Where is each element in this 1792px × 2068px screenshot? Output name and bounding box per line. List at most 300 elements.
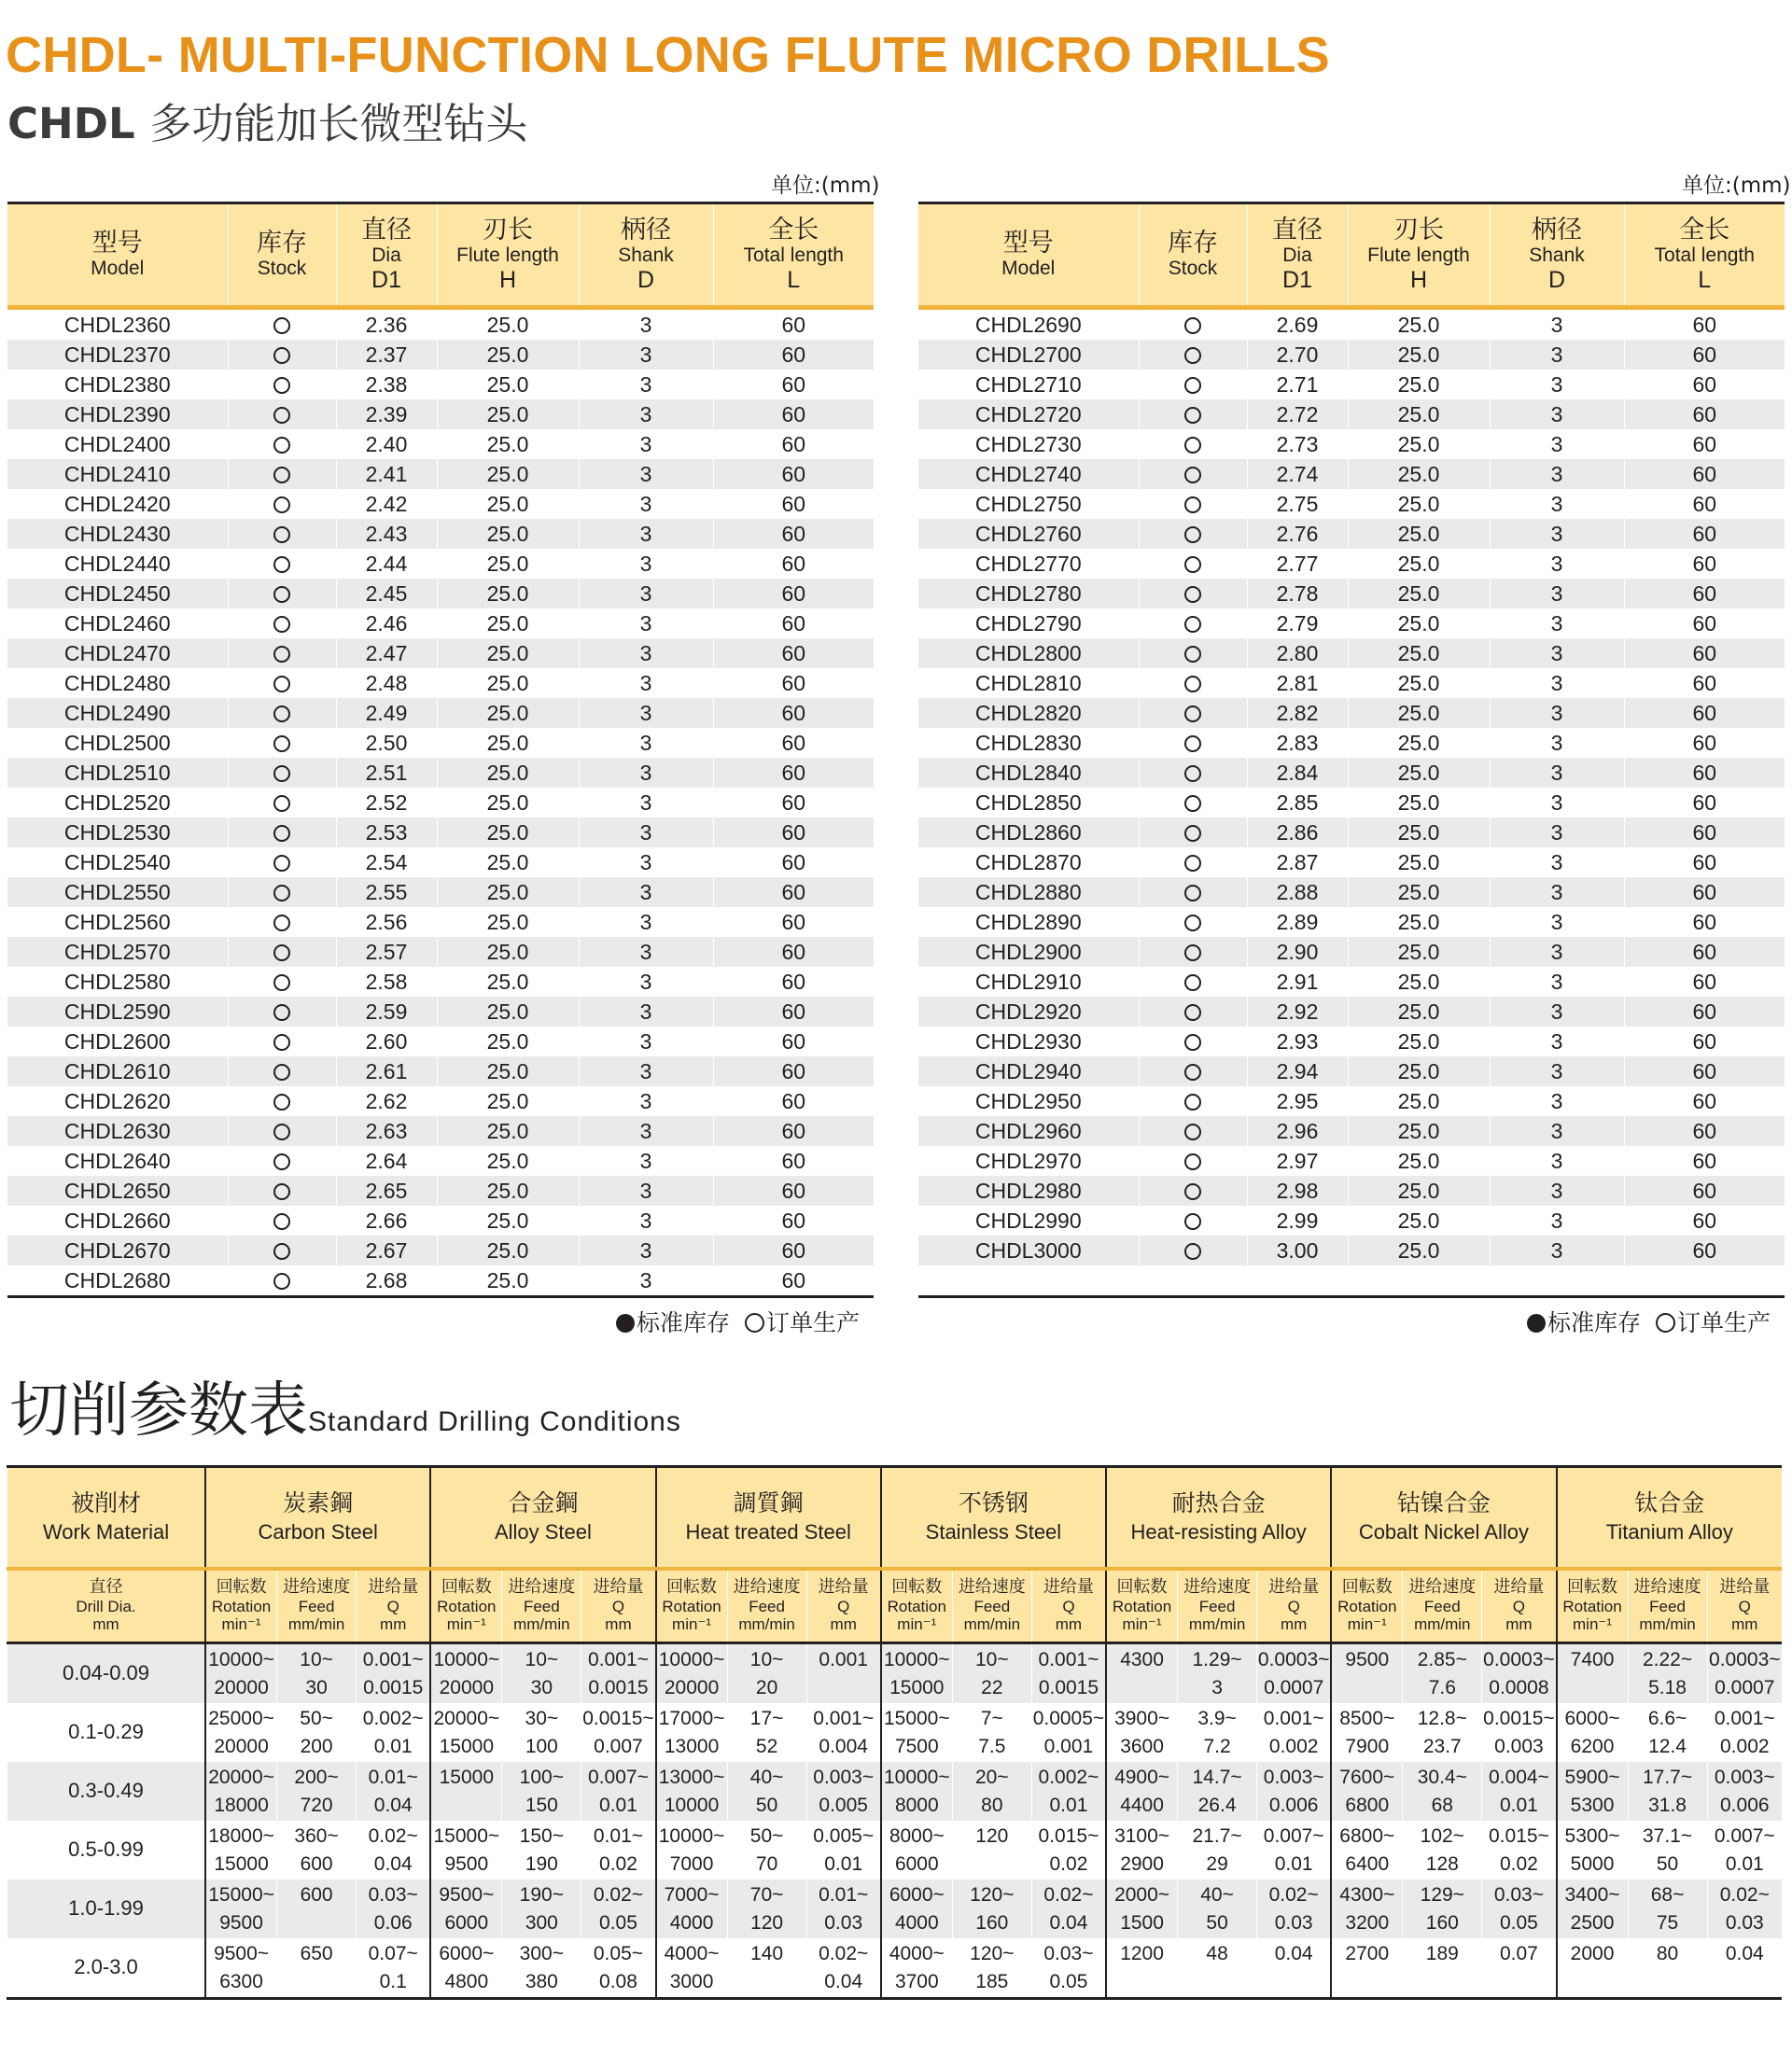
dia-cell: 2.37 xyxy=(336,340,437,370)
param-cell xyxy=(430,1938,502,1999)
flute-cell: 25.0 xyxy=(437,817,579,847)
shank-cell: 3 xyxy=(1490,1027,1624,1056)
flute-cell: 25.0 xyxy=(1348,1056,1490,1086)
param-cell xyxy=(881,1643,953,1704)
param-value: 600 xyxy=(300,1852,333,1875)
open-circle-icon xyxy=(1184,676,1201,692)
table-row xyxy=(918,1236,1785,1265)
param-cell xyxy=(806,1643,881,1704)
total-cell: 60 xyxy=(1624,370,1785,399)
flute-cell: 25.0 xyxy=(1348,429,1490,459)
table-row xyxy=(918,1027,1785,1056)
param-cell xyxy=(277,1821,357,1879)
feed-header-en: Feed xyxy=(973,1597,1011,1615)
param-value: 0.003~ xyxy=(1263,1767,1324,1789)
param-cell xyxy=(1331,1821,1403,1879)
param-value: 2.85~ xyxy=(1417,1649,1467,1671)
model-cell: CHDL2440 xyxy=(63,551,171,576)
flute-cell: 25.0 xyxy=(437,967,579,997)
flute-cell: 25.0 xyxy=(437,668,579,698)
param-cell xyxy=(581,1938,656,1999)
shank-cell: 3 xyxy=(1490,549,1624,579)
q-header-en: Q xyxy=(837,1597,850,1615)
empty-cell xyxy=(1348,1265,1490,1297)
param-value: 0.0008 xyxy=(1489,1676,1549,1698)
param-value: 0.007 xyxy=(594,1735,643,1757)
param-value: 70 xyxy=(755,1852,778,1875)
param-value: 0.05 xyxy=(1049,1970,1088,1992)
flute-cell: 25.0 xyxy=(437,907,579,937)
param-value: 48 xyxy=(1206,1943,1228,1965)
param-cell xyxy=(1628,1938,1707,1999)
flute-cell: 25.0 xyxy=(1348,847,1490,877)
drill-dia-cell: 2.0-3.0 xyxy=(7,1938,206,1999)
model-cell: CHDL2960 xyxy=(918,1116,1139,1146)
param-value xyxy=(1482,1968,1555,1995)
param-cell xyxy=(1031,1643,1106,1704)
table-row xyxy=(918,698,1785,728)
q-header xyxy=(357,1569,431,1643)
stock-cell xyxy=(228,308,336,341)
total-cell: 60 xyxy=(1624,459,1785,489)
flute-cell: 25.0 xyxy=(1348,370,1490,399)
shank-cell: 3 xyxy=(579,308,713,341)
flute-cell: 25.0 xyxy=(1348,1176,1490,1206)
param-value: 4000~ xyxy=(889,1943,945,1965)
dia-cell: 2.62 xyxy=(336,1086,437,1116)
dia-cell: 2.53 xyxy=(336,817,437,847)
param-value: 3600 xyxy=(1120,1735,1164,1757)
stock-cell xyxy=(228,549,336,579)
param-value: 120 xyxy=(750,1911,784,1934)
model-cell: CHDL2900 xyxy=(918,937,1139,967)
param-cell xyxy=(952,1703,1031,1762)
model-cell: CHDL2720 xyxy=(918,399,1139,429)
table-row xyxy=(7,459,874,489)
param-value: 10~ xyxy=(300,1649,333,1671)
open-circle-icon xyxy=(1184,1064,1201,1081)
q-header-unit: mm xyxy=(1055,1615,1083,1634)
param-value: 6000 xyxy=(894,1852,939,1875)
material-name-zh: 钴镍合金 xyxy=(1396,1489,1491,1517)
stock-cell xyxy=(228,1265,336,1297)
shank-cell: 3 xyxy=(1490,459,1624,489)
total-cell: 60 xyxy=(713,519,874,549)
param-cell xyxy=(952,1821,1031,1879)
shank-cell: 3 xyxy=(579,608,713,638)
param-value: 15000~ xyxy=(433,1825,500,1848)
param-value: 0.01 xyxy=(373,1735,413,1757)
param-value: 2500 xyxy=(1570,1911,1615,1934)
dia-cell: 2.89 xyxy=(1247,907,1348,937)
dia-cell: 2.61 xyxy=(336,1056,437,1086)
open-circle-icon xyxy=(1184,317,1201,334)
dia-cell: 2.48 xyxy=(336,668,437,698)
param-value xyxy=(1558,1674,1628,1701)
param-value: 0.01 xyxy=(1274,1852,1313,1875)
param-value: 0.04 xyxy=(1725,1943,1764,1965)
dia-cell: 2.56 xyxy=(336,907,437,937)
param-value: 3100~ xyxy=(1114,1825,1170,1848)
q-header-unit: mm xyxy=(1731,1615,1758,1634)
param-cell xyxy=(1707,1879,1782,1938)
shank-cell: 3 xyxy=(1490,489,1624,519)
total-cell: 60 xyxy=(1624,429,1785,459)
open-circle-icon xyxy=(1184,1153,1201,1170)
param-value: 6000~ xyxy=(1564,1708,1620,1730)
dia-cell: 2.84 xyxy=(1247,758,1348,788)
param-value: 8500~ xyxy=(1339,1708,1395,1730)
total-cell: 60 xyxy=(713,429,874,459)
param-value: 0.02~ xyxy=(1043,1884,1094,1907)
open-circle-icon xyxy=(1184,556,1201,573)
stock-cell xyxy=(1139,967,1247,997)
open-circle-icon xyxy=(273,735,290,752)
param-cell xyxy=(1707,1643,1782,1704)
shank-cell: 3 xyxy=(1490,937,1624,967)
open-circle-icon xyxy=(1184,915,1201,931)
material-name-zh: 耐热合金 xyxy=(1171,1489,1266,1517)
param-cell xyxy=(277,1762,357,1821)
open-circle-icon xyxy=(273,1094,290,1111)
open-circle-icon xyxy=(273,974,290,991)
param-value: 0.005 xyxy=(819,1794,868,1816)
rotation-header-en: Rotation xyxy=(887,1597,946,1615)
conditions-title-en: Standard Drilling Conditions xyxy=(308,1406,681,1437)
model-cell: CHDL2450 xyxy=(7,579,228,608)
flute-cell: 25.0 xyxy=(437,459,579,489)
param-cell xyxy=(1403,1821,1482,1879)
legend-standard: 标准库存 xyxy=(1547,1309,1642,1336)
dia-cell: 2.39 xyxy=(336,399,437,429)
param-value: 9500~ xyxy=(439,1884,495,1907)
param-value: 68~ xyxy=(1650,1884,1685,1907)
param-value: 0.03 xyxy=(824,1911,863,1934)
dia-cell: 2.64 xyxy=(336,1146,437,1176)
param-value: 20000~ xyxy=(433,1708,500,1730)
rotation-header-zh: 回転数 xyxy=(1567,1577,1618,1598)
param-value: 100~ xyxy=(519,1767,564,1789)
rotation-header-zh: 回転数 xyxy=(1341,1577,1393,1598)
material-name-zh: 钛合金 xyxy=(1634,1489,1705,1517)
dia-cell: 2.86 xyxy=(1247,817,1348,847)
dia-cell: 2.74 xyxy=(1247,459,1348,489)
open-circle-icon xyxy=(273,1034,290,1051)
param-value: 17.7~ xyxy=(1642,1767,1693,1789)
param-cell xyxy=(1482,1703,1557,1762)
param-value: 2900 xyxy=(1120,1852,1164,1875)
stock-cell xyxy=(1139,579,1247,608)
flute-cell: 25.0 xyxy=(1348,340,1490,370)
param-cell xyxy=(1031,1938,1106,1999)
total-cell: 60 xyxy=(1624,1206,1785,1236)
flute-cell: 25.0 xyxy=(437,877,579,907)
param-value: 10~ xyxy=(525,1649,559,1671)
flute-cell: 25.0 xyxy=(1348,549,1490,579)
param-value: 0.04 xyxy=(824,1970,863,1992)
shank-cell: 3 xyxy=(1490,728,1624,758)
flute-cell: 25.0 xyxy=(437,370,579,399)
open-circle-icon xyxy=(1184,616,1201,633)
param-cell xyxy=(1482,1762,1557,1821)
param-cell xyxy=(1557,1643,1629,1704)
flute-cell: 25.0 xyxy=(437,1265,579,1297)
table-row xyxy=(918,1206,1785,1236)
param-value xyxy=(1403,1968,1481,1995)
param-value: 12.8~ xyxy=(1417,1708,1467,1730)
total-cell: 60 xyxy=(1624,817,1785,847)
param-value: 21.7~ xyxy=(1192,1825,1242,1848)
stock-cell xyxy=(228,758,336,788)
param-value: 0.1 xyxy=(379,1970,407,1992)
param-value: 0.04 xyxy=(1274,1943,1313,1965)
param-cell xyxy=(656,1703,728,1762)
conditions-body xyxy=(7,1643,1783,1999)
param-cell xyxy=(205,1703,277,1762)
open-circle-icon xyxy=(273,1183,290,1200)
spec-header-row xyxy=(7,203,874,308)
param-value: 0.03~ xyxy=(1043,1943,1094,1965)
param-cell xyxy=(1178,1703,1257,1762)
dia-cell: 2.57 xyxy=(336,937,437,967)
param-value: 4300~ xyxy=(1339,1884,1395,1907)
q-header-zh: 进给量 xyxy=(368,1577,419,1598)
rotation-header-en: Rotation xyxy=(1562,1597,1622,1615)
param-value: 0.07~ xyxy=(368,1943,418,1965)
model-cell: CHDL2590 xyxy=(7,997,228,1027)
total-cell: 60 xyxy=(1624,308,1785,341)
table-row xyxy=(918,489,1785,519)
param-cell xyxy=(502,1762,581,1821)
model-cell: CHDL2490 xyxy=(7,698,228,728)
param-cell xyxy=(1257,1879,1332,1938)
total-cell: 60 xyxy=(1624,519,1785,549)
model-cell: CHDL2810 xyxy=(974,670,1082,695)
param-value: 7900 xyxy=(1345,1735,1390,1757)
conditions-title-zh: 切削参数表 xyxy=(9,1376,308,1446)
table-row xyxy=(918,549,1785,579)
stock-cell xyxy=(228,399,336,429)
feed-header-zh: 进给速度 xyxy=(1633,1577,1701,1598)
rotation-header xyxy=(1557,1569,1629,1643)
shank-cell: 3 xyxy=(579,967,713,997)
param-value: 0.002 xyxy=(1268,1735,1319,1757)
param-cell xyxy=(727,1703,806,1762)
table-row xyxy=(918,370,1785,399)
material-header xyxy=(881,1467,1106,1570)
open-circle-icon xyxy=(1184,1034,1201,1051)
model-cell: CHDL2890 xyxy=(974,909,1082,934)
param-value: 0.02~ xyxy=(1719,1884,1770,1907)
total-cell: 60 xyxy=(1624,758,1785,788)
param-value: 129~ xyxy=(1420,1884,1464,1907)
table-row xyxy=(7,668,874,698)
stock-cell xyxy=(228,370,336,399)
param-value: 0.0007 xyxy=(1264,1676,1324,1698)
drill-dia-header: 直径 Drill Dia. mm xyxy=(7,1569,206,1643)
param-value: 0.02 xyxy=(1499,1852,1538,1875)
stock-cell xyxy=(228,997,336,1027)
table-row xyxy=(918,579,1785,608)
open-circle-icon xyxy=(273,795,290,812)
total-cell: 60 xyxy=(713,847,874,877)
param-value: 8000 xyxy=(894,1794,939,1816)
param-value: 4400 xyxy=(1120,1794,1164,1816)
stock-cell xyxy=(228,519,336,549)
param-cell xyxy=(727,1762,806,1821)
open-circle-icon xyxy=(273,496,290,513)
open-circle-icon xyxy=(273,885,290,901)
param-value xyxy=(728,1968,806,1995)
param-value: 68 xyxy=(1431,1794,1453,1816)
param-cell xyxy=(1106,1703,1178,1762)
table-row xyxy=(7,1176,874,1206)
param-cell xyxy=(727,1938,806,1999)
param-value: 0.001~ xyxy=(362,1649,424,1671)
table-row xyxy=(7,758,874,788)
feed-header xyxy=(1628,1569,1707,1643)
param-value: 80 xyxy=(981,1794,1003,1816)
param-value: 0.001~ xyxy=(1263,1708,1324,1730)
dia-cell: 2.92 xyxy=(1247,997,1348,1027)
feed-header-unit: mm/min xyxy=(738,1615,795,1634)
total-cell: 60 xyxy=(713,1086,874,1116)
open-circle-icon xyxy=(1184,586,1201,603)
param-cell xyxy=(656,1938,728,1999)
stock-cell xyxy=(228,788,336,817)
open-circle-icon xyxy=(1184,347,1201,364)
param-value: 22 xyxy=(981,1676,1003,1698)
feed-header-zh: 进给速度 xyxy=(283,1577,351,1598)
param-value: 10000~ xyxy=(433,1649,500,1671)
param-value: 40~ xyxy=(749,1767,784,1789)
material-name-zh: 合金鋼 xyxy=(508,1489,579,1517)
open-circle-icon xyxy=(1184,944,1201,961)
shank-cell: 3 xyxy=(1490,877,1624,907)
param-cell xyxy=(1707,1938,1782,1999)
stock-cell xyxy=(228,340,336,370)
flute-cell: 25.0 xyxy=(1348,1027,1490,1056)
param-cell xyxy=(1031,1762,1106,1821)
q-header-unit: mm xyxy=(380,1615,407,1634)
param-value: 12.4 xyxy=(1648,1735,1687,1757)
param-value: 120 xyxy=(975,1825,1009,1848)
param-value: 0.01~ xyxy=(819,1884,869,1907)
model-cell: CHDL2660 xyxy=(63,1208,171,1233)
param-cell xyxy=(1257,1762,1332,1821)
rotation-header-zh: 回転数 xyxy=(1116,1577,1168,1598)
open-circle-icon xyxy=(273,1153,290,1170)
param-value: 3200 xyxy=(1345,1911,1390,1934)
param-cell xyxy=(1257,1643,1332,1704)
stock-cell xyxy=(1139,429,1247,459)
param-value: 20000 xyxy=(214,1735,269,1757)
table-row xyxy=(918,459,1785,489)
total-cell: 60 xyxy=(1624,907,1785,937)
q-header-zh: 进给量 xyxy=(1043,1577,1094,1598)
q-header-zh: 进给量 xyxy=(593,1577,644,1598)
param-value: 0.002~ xyxy=(362,1708,424,1730)
param-value: 300~ xyxy=(519,1943,564,1965)
filled-circle-icon xyxy=(616,1314,635,1333)
feed-header-zh: 进给速度 xyxy=(733,1577,801,1598)
material-name-zh: 不锈钢 xyxy=(958,1489,1029,1517)
param-value: 10000~ xyxy=(208,1649,274,1671)
open-circle-icon xyxy=(745,1313,764,1333)
stock-legend-right xyxy=(1527,1305,1771,1338)
param-value: 31.8 xyxy=(1648,1794,1687,1816)
q-header-unit: mm xyxy=(1505,1615,1533,1634)
dia-cell: 2.70 xyxy=(1247,340,1348,370)
param-cell xyxy=(952,1938,1031,1999)
stock-cell xyxy=(1139,1027,1247,1056)
table-row xyxy=(7,1056,874,1086)
param-value: 9500 xyxy=(1345,1649,1390,1671)
param-value: 0.02 xyxy=(1049,1852,1088,1875)
rotation-header xyxy=(430,1569,502,1643)
flute-cell: 25.0 xyxy=(1348,1236,1490,1265)
param-cell xyxy=(806,1879,881,1938)
param-value: 0.01~ xyxy=(368,1767,418,1789)
stock-cell xyxy=(228,1236,336,1265)
open-circle-icon xyxy=(1184,496,1201,513)
param-cell xyxy=(1557,1703,1629,1762)
param-cell xyxy=(357,1703,431,1762)
total-cell: 60 xyxy=(713,967,874,997)
open-circle-icon xyxy=(273,1064,290,1081)
dia-cell: 2.49 xyxy=(336,698,437,728)
feed-header-unit: mm/min xyxy=(1188,1615,1246,1634)
dia-cell: 2.99 xyxy=(1247,1206,1348,1236)
open-circle-icon xyxy=(1184,1124,1201,1140)
legend-order: 订单生产 xyxy=(1677,1309,1771,1336)
shank-cell: 3 xyxy=(579,1027,713,1056)
dia-cell: 2.78 xyxy=(1247,579,1348,608)
open-circle-icon xyxy=(1184,1213,1201,1230)
param-value: 50 xyxy=(1656,1852,1679,1875)
flute-cell: 25.0 xyxy=(1348,519,1490,549)
param-value: 9500 xyxy=(219,1911,263,1934)
param-value: 150 xyxy=(525,1794,558,1816)
total-cell: 60 xyxy=(713,788,874,817)
param-cell xyxy=(1403,1879,1482,1938)
open-circle-icon xyxy=(1184,706,1201,722)
param-value: 5000 xyxy=(1570,1852,1615,1875)
table-row xyxy=(7,698,874,728)
table-row xyxy=(918,668,1785,698)
feed-header-unit: mm/min xyxy=(287,1615,345,1634)
total-cell: 60 xyxy=(713,907,874,937)
param-value: 720 xyxy=(300,1794,333,1816)
model-cell: CHDL2710 xyxy=(974,371,1082,397)
param-value: 18000 xyxy=(214,1794,269,1816)
param-value: 0.06 xyxy=(373,1911,413,1934)
param-value: 10000~ xyxy=(883,1767,950,1789)
flute-cell: 25.0 xyxy=(1348,788,1490,817)
param-cell xyxy=(952,1762,1031,1821)
dia-cell: 2.87 xyxy=(1247,847,1348,877)
stock-cell xyxy=(1139,817,1247,847)
model-cell: CHDL2940 xyxy=(918,1056,1139,1086)
feed-header-en: Feed xyxy=(1649,1597,1686,1615)
param-cell xyxy=(357,1879,431,1938)
feed-header-zh: 进给速度 xyxy=(958,1577,1026,1598)
table-row xyxy=(7,638,874,668)
model-cell: CHDL2920 xyxy=(918,997,1139,1027)
table-row xyxy=(918,788,1785,817)
total-cell: 60 xyxy=(1624,1146,1785,1176)
param-value: 7.5 xyxy=(978,1735,1006,1757)
